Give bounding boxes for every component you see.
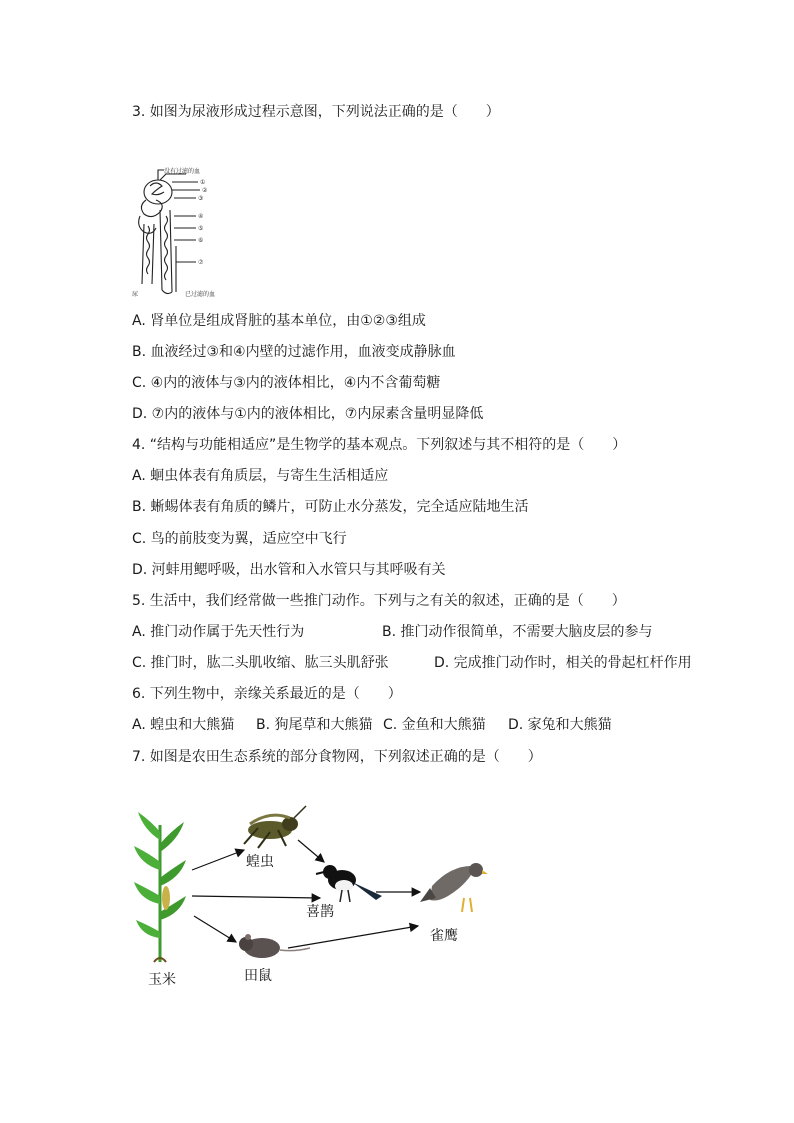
question-6-stem: 6. 下列生物中，亲缘关系最近的是（ ） <box>132 686 402 702</box>
food-web-diagram <box>130 800 500 1000</box>
question-3-option-c: C. ④内的液体与③内的液体相比，④内不含葡萄糖 <box>132 375 441 391</box>
kidney-num-3: ③ <box>198 195 204 202</box>
grasshopper-icon <box>244 806 306 848</box>
kidney-num-1: ① <box>200 179 206 186</box>
hawk-icon <box>420 863 488 912</box>
magpie-icon <box>316 865 382 902</box>
kidney-num-7: ⑦ <box>198 259 204 266</box>
kidney-label-filtered: 已过滤的血 <box>185 291 216 298</box>
question-4-stem: 4. “结构与功能相适应”是生物学的基本观点。下列叙述与其不相符的是（ ） <box>132 437 627 453</box>
question-5-option-c: C. 推门时，肱二头肌收缩、肱三头肌舒张 <box>132 655 389 671</box>
food-web-arrows <box>192 840 420 948</box>
question-4-option-b: B. 蜥蜴体表有角质的鳞片，可防止水分蒸发，完全适应陆地生活 <box>132 499 529 515</box>
kidney-label-unfiltered: 没有过滤的血 <box>164 168 201 175</box>
question-4-option-d: D. 河蚌用鳃呼吸，出水管和入水管只与其呼吸有关 <box>132 562 446 578</box>
food-web-label-magpie: 喜鹊 <box>306 904 334 920</box>
question-6-option-c: C. 金鱼和大熊猫 <box>383 717 486 733</box>
question-3-stem: 3. 如图为尿液形成过程示意图，下列说法正确的是（ ） <box>132 104 500 120</box>
question-5-option-d: D. 完成推门动作时，相关的骨起杠杆作用 <box>434 655 692 671</box>
question-5-option-a: A. 推门动作属于先天性行为 <box>132 624 305 640</box>
question-6-option-d: D. 家兔和大熊猫 <box>508 717 612 733</box>
kidney-num-4: ④ <box>198 213 204 220</box>
kidney-num-5: ⑤ <box>198 225 204 232</box>
question-4-option-a: A. 蛔虫体表有角质层，与寄生生活相适应 <box>132 468 389 484</box>
food-web-label-hawk: 雀鹰 <box>430 928 458 944</box>
question-5-stem: 5. 生活中，我们经常做一些推门动作。下列与之有关的叙述，正确的是（ ） <box>132 593 626 609</box>
question-4-option-c: C. 鸟的前肢变为翼，适应空中飞行 <box>132 531 347 547</box>
question-3-option-b: B. 血液经过③和④内壁的过滤作用，血液变成静脉血 <box>132 344 456 360</box>
kidney-label-urine: 尿 <box>132 291 139 298</box>
food-web-label-corn: 玉米 <box>148 972 176 988</box>
urine-formation-diagram <box>130 166 230 298</box>
question-3-option-a: A. 肾单位是组成肾脏的基本单位，由①②③组成 <box>132 313 426 329</box>
question-3-option-d: D. ⑦内的液体与①内的液体相比，⑦内尿素含量明显降低 <box>132 406 484 422</box>
question-6-option-a: A. 蝗虫和大熊猫 <box>132 717 235 733</box>
question-5-option-b: B. 推门动作很简单，不需要大脑皮层的参与 <box>382 624 653 640</box>
question-7-stem: 7. 如图是农田生态系统的部分食物网，下列叙述正确的是（ ） <box>132 749 542 765</box>
question-6-option-b: B. 狗尾草和大熊猫 <box>256 717 373 733</box>
food-web-label-field-mouse: 田鼠 <box>244 968 272 984</box>
kidney-num-6: ⑥ <box>198 237 204 244</box>
kidney-num-2: ② <box>202 187 208 194</box>
food-web-label-grasshopper: 蝗虫 <box>246 854 274 870</box>
corn-icon <box>134 812 186 962</box>
